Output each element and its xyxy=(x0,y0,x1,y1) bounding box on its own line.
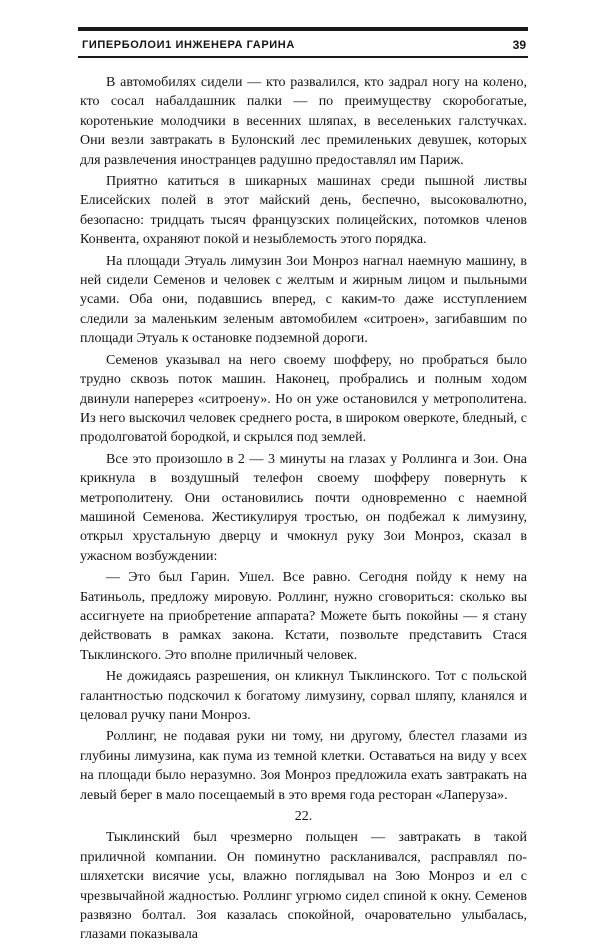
running-title: ГИПЕРБОЛОИ1 ИНЖЕНЕРА ГАРИНА xyxy=(82,39,295,51)
header-bottom-rule xyxy=(78,56,528,58)
paragraph: В автомобилях сидели — кто развалился, кто задрал ногу на колено, кто сосал набалдашник палки — по преимуществу скоробогатые, коротенькие молодчики в весенних шляпах, в веселеньких галстучках. Они везли завтракать в Булонский лес премиленьких девушек, которых для развлечения иностранцев радушно предоставлял им Париж. xyxy=(80,75,527,168)
paragraph: На площади Этуаль лимузин Зои Монроз нагнал наемную машину, в ней сидели Семенов и человек с желтым и жирным лицом и пыльными усами. Оба они, подавшись вперед, с каким-то даже исступлением следили за маленьким зеленым автомобилем «ситроен», загибавшим по площади Этуаль к остановке подземной дороги. xyxy=(80,253,527,347)
paragraph: — Это был Гарин. Ушел. Все равно. Сегодня пойду к нему на Батиньоль, предложу мировую. Роллинг, нужно сговориться: сколько вы ассигнуете на приобретение аппарата? Можете быть покойны — я стану действовать в рамках закона. Кстати, позвольте представить Стася Тыклинского. Это вполне приличный человек. xyxy=(80,570,527,663)
paragraph: Роллинг, не подавая руки ни тому, ни другому, блестел глазами из глубины лимузина, как пума из темной клетки. Оставаться на виду у всех на площади было неразумно. Зоя Монроз предложила ехать завтракать на левый берег в мало посещаемый в это время года ресторан «Лаперуза». xyxy=(80,729,527,803)
chapter-number: 22. xyxy=(294,809,313,825)
paragraph: Тыклинский был чрезмерно польщен — завтракать в такой приличной компании. Он поминутно раскланивался, расправлял по-шляхетски висячие усы, влажно поглядывал на Зою Монроз и ел с чрезвычайной жадностью. Роллинг угрюмо сидел спиной к окну. Семенов развязно болтал. Зоя казалась спокойной, очаровательно улыбалась, глазами показывала xyxy=(80,830,527,943)
header-top-rule xyxy=(78,27,528,31)
paragraph: Приятно катиться в шикарных машинах среди пышной листвы Елисейских полей в этот майский день, беспечно, высоковалютно, безопасно: тридцать тысяч французских полицейских, потомков членов Конвента, охраняют покой и незыблемость этого порядка. xyxy=(80,174,527,248)
page-number: 39 xyxy=(512,38,526,52)
paragraph: Семенов указывал на него своему шофферу, но пробраться было трудно сквозь поток машин. Наконец, пробрались и полным ходом двинули наперерез «ситроену». Но он уже остановился у метрополитена. Из него выскочил человек среднего роста, в широком оверкоте, бледный, с продолговатой бородкой, и скрылся под землей. xyxy=(80,352,527,446)
running-header xyxy=(82,38,526,52)
paragraph: Не дожидаясь разрешения, он кликнул Тыклинского. Тот с польской галантностью подскочил к богатому лимузину, сорвал шляпу, кланялся и целовал ручку пани Монроз. xyxy=(80,669,527,723)
paragraph: Все это произошло в 2 — 3 минуты на глазах у Роллинга и Зои. Она крикнула в воздушный телефон своему шофферу повернуть к метрополитену. Они остановились почти одновременно с наемной машиной Семенова. Жестикулируя тростью, он подбежал к лимузину, открыл хрустальную дверцу и чмокнул руку Зои Монроз, сказал в ужасном возбуждении: xyxy=(80,451,527,564)
page-body xyxy=(80,73,527,945)
